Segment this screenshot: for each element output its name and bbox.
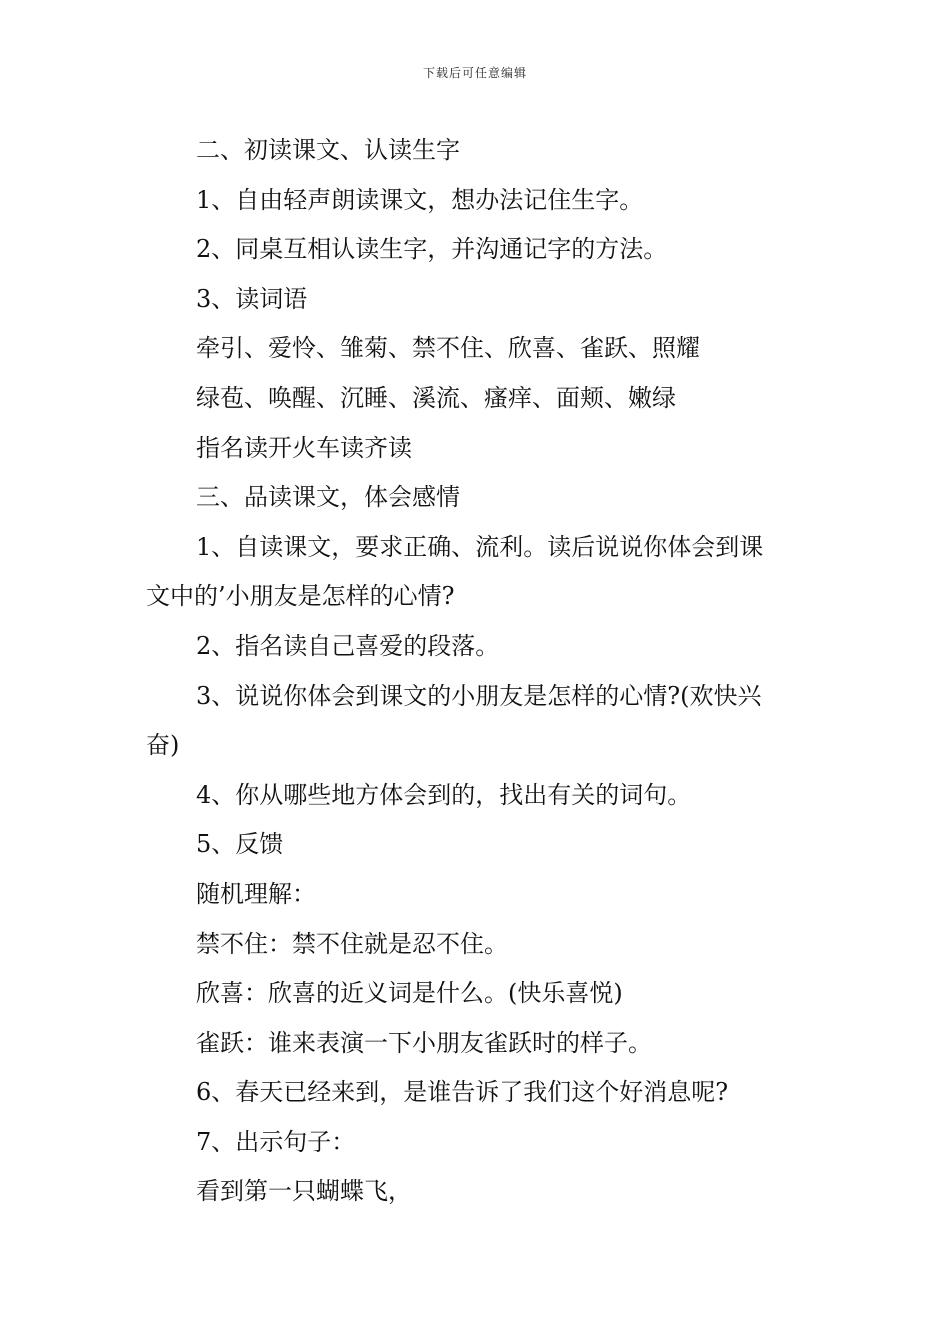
text-line: 雀跃：谁来表演一下小朋友雀跃时的样子。 xyxy=(196,1028,652,1057)
paragraph-line: 奋) xyxy=(146,731,180,760)
paragraph-line: 文中的’小朋友是怎样的心情? xyxy=(146,582,455,611)
section-heading: 三、品读课文，体会感情 xyxy=(196,483,460,512)
page-header: 下载后可任意编辑 xyxy=(422,66,527,80)
text-line: 随机理解： xyxy=(196,879,316,908)
section-heading: 二、初读课文、认读生字 xyxy=(196,136,460,164)
paragraph-line: 1、自读课文，要求正确、流利。读后说说你体会到课 xyxy=(196,532,764,561)
text-line: 5、反馈 xyxy=(196,830,284,859)
text-line: 2、指名读自己喜爱的段落。 xyxy=(196,631,500,660)
text-line: 1、自由轻声朗读课文，想办法记住生字。 xyxy=(196,185,644,214)
text-line: 禁不住：禁不住就是忍不住。 xyxy=(196,929,508,958)
text-line: 欣喜：欣喜的近义词是什么。(快乐喜悦) xyxy=(196,979,623,1008)
text-line: 2、同桌互相认读生字，并沟通记字的方法。 xyxy=(196,235,668,264)
vocab-line: 绿苞、唤醒、沉睡、溪流、瘙痒、面颊、嫩绿 xyxy=(196,383,676,412)
text-line: 4、你从哪些地方体会到的，找出有关的词句。 xyxy=(196,780,692,809)
document-body xyxy=(146,126,810,1217)
text-line: 3、读词语 xyxy=(196,284,308,313)
text-line: 看到第一只蝴蝶飞， xyxy=(196,1177,412,1206)
vocab-line: 牵引、爱怜、雏菊、禁不住、欣喜、雀跃、照耀 xyxy=(196,334,700,363)
text-line: 7、出示句子： xyxy=(196,1127,356,1156)
text-line: 指名读开火车读齐读 xyxy=(196,433,412,462)
paragraph-line: 3、说说你体会到课文的小朋友是怎样的心情?(欢快兴 xyxy=(196,681,762,710)
text-line: 6、春天已经来到，是谁告诉了我们这个好消息呢? xyxy=(196,1078,729,1107)
